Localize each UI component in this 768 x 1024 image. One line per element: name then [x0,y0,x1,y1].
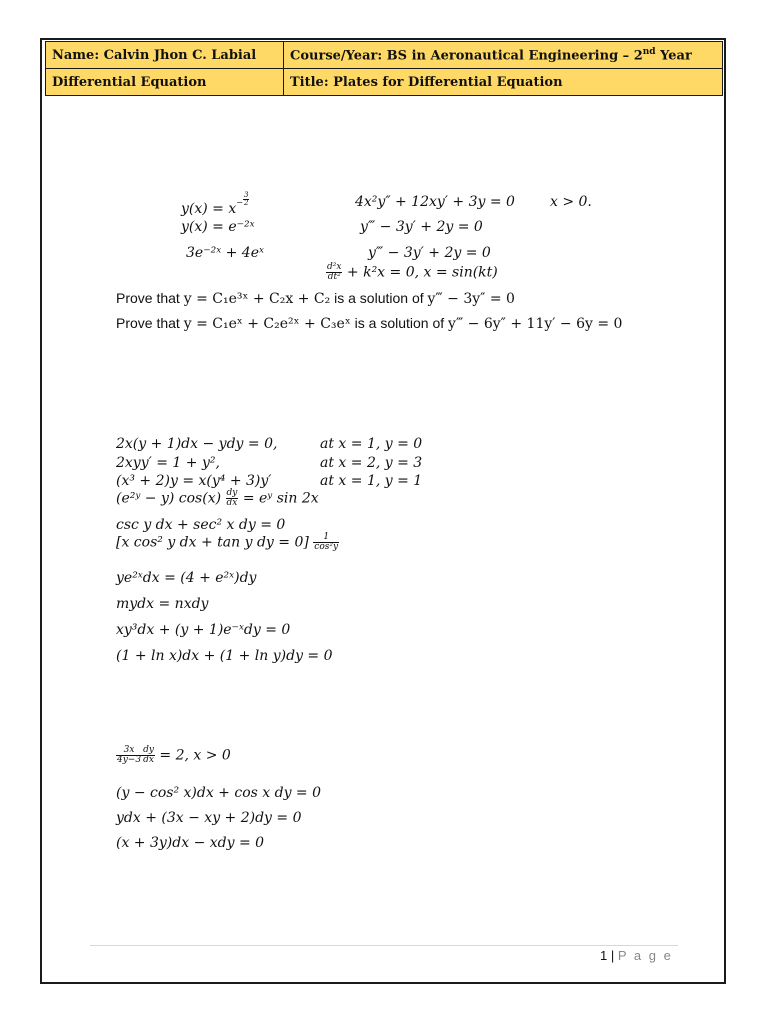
eq-set3-3: ydx + (3x − xy + 2)dy = 0 [116,810,302,826]
page-footer: 1 | P a g e [600,948,673,963]
eq-separable-7: ye²ˣdx = (4 + e²ˣ)dy [116,570,257,586]
header-table [45,41,723,96]
student-name: Name: Calvin Jhon C. Labial [46,42,284,69]
eq-separable-6: [x cos² y dx + tan y dy = 0] $\frac{1}{\text{cos²y}}$ [116,532,339,552]
eq-row2-function: y(x) = e⁻²ˣ [181,219,255,235]
eq-row2-de: y‴ − 3y′ + 2y = 0 [360,219,483,235]
eq-ivp-1-condition: at x = 1, y = 0 [320,436,423,452]
page-number: 1 [600,948,608,963]
prove-statement-2: Prove that y = C₁eˣ + C₂e²ˣ + C₃eˣ is a solution of y‴ − 6y″ + 11y′ − 6y = 0 [116,315,623,332]
eq-ivp-1: 2x(y + 1)dx − ydy = 0, [116,436,278,452]
course-year: Course/Year: BS in Aeronautical Engineering – 2nd Year [284,42,723,69]
footer-rule [90,945,678,946]
eq-row1-function: y(x) = x− $\frac{3}{2}$ [181,191,249,217]
eq-row1-de: 4x²y″ + 12xy′ + 3y = 0 [355,194,515,210]
page-label: P a g e [617,948,673,963]
eq-set3-4: (x + 3y)dx − xdy = 0 [116,835,265,851]
eq-separable-8: mydx = nxdy [116,596,209,612]
eq-ivp-3-condition: at x = 1, y = 1 [320,473,423,489]
eq-ivp-3: (x³ + 2)y = x(y⁴ + 3)y′ [116,473,272,489]
eq-row3-de: y‴ − 3y′ + 2y = 0 [368,245,491,261]
eq-set3-1: $\frac{3x}{4y-3}$ $\frac{dy}{dx}$ = 2, x > 0 [117,745,231,765]
eq-ivp-2-condition: at x = 2, y = 3 [320,455,423,471]
eq-separable-4: (e²ʸ − y) cos(x) $\frac{dy}{dx}$ = eʸ sin 2x [116,488,319,508]
eq-row1-condition: x > 0. [550,194,592,210]
prove-statement-1: Prove that y = C₁e³ˣ + C₂x + C₂ is a solution of y‴ − 3y″ = 0 [116,290,515,307]
eq-separable-9: xy³dx + (y + 1)e⁻ˣdy = 0 [116,622,291,638]
eq-ivp-2: 2xyy′ = 1 + y², [116,455,220,471]
eq-row4-de: $\frac{\text{d²x}}{\text{dt²}}$ + k²x = 0, x = sin(kt) [327,262,498,282]
eq-set3-2: (y − cos² x)dx + cos x dy = 0 [116,785,322,801]
eq-row3-function: 3e⁻²ˣ + 4eˣ [186,245,264,261]
document-title: Title: Plates for Differential Equation [284,69,723,96]
eq-separable-10: (1 + ln x)dx + (1 + ln y)dy = 0 [116,648,333,664]
eq-separable-5: csc y dx + sec² x dy = 0 [116,517,286,533]
subject: Differential Equation [46,69,284,96]
